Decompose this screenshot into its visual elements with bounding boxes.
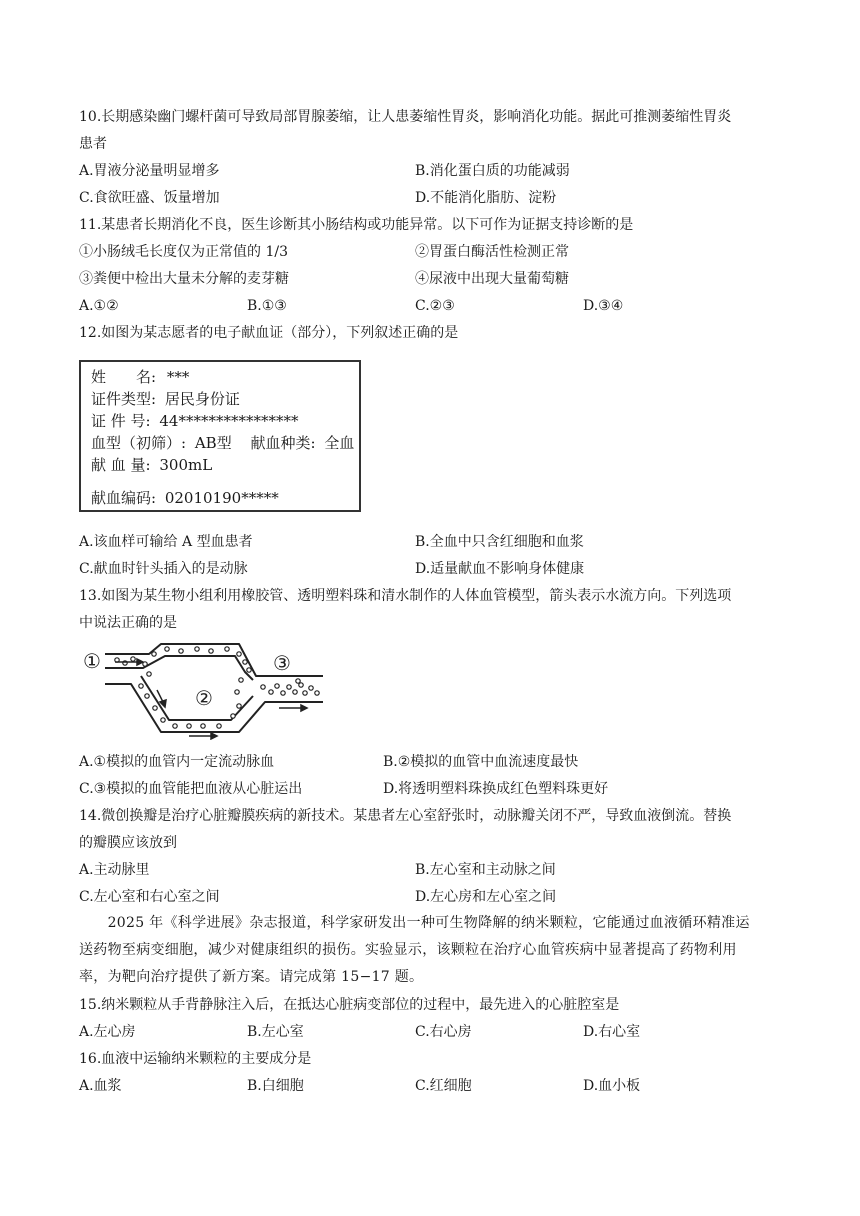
figure-label-1: ① [83, 649, 101, 673]
card-id-number-row [91, 411, 298, 431]
card-name-label: 姓 名: [91, 368, 157, 386]
q12-option-c: C.献血时针头插入的是动脉 [79, 561, 248, 577]
q14-option-c: C.左心室和右心室之间 [79, 889, 220, 905]
q10-option-c: C.食欲旺盛、饭量增加 [79, 190, 220, 206]
passage-line-2: 送药物至病变细胞，减少对健康组织的损伤。实验显示，该颗粒在治疗心血管疾病中显著提高了药物利用 [79, 942, 737, 958]
card-id-type-row [91, 389, 240, 409]
q16-option-b: B.白细胞 [247, 1078, 304, 1094]
q11-stem: 11.某患者长期消化不良，医生诊断其小肠结构或功能异常。以下可作为证据支持诊断的是 [79, 217, 634, 233]
reading-passage [79, 910, 783, 991]
q10-option-a: A.胃液分泌量明显增多 [79, 163, 220, 179]
q12-option-a: A.该血样可输给 A 型血患者 [79, 534, 253, 550]
card-id-type-label: 证件类型: [91, 390, 157, 408]
blood-donation-certificate [79, 360, 361, 512]
q13-option-d: D.将透明塑料珠换成红色塑料珠更好 [383, 781, 609, 797]
q16-stem: 16.血液中运输纳米颗粒的主要成分是 [79, 1051, 312, 1067]
q15-stem: 15.纳米颗粒从手背静脉注入后，在抵达心脏病变部位的过程中，最先进入的心脏腔室是 [79, 997, 620, 1013]
passage-line-3: 率，为靶向治疗提供了新方案。请完成第 15−17 题。 [79, 969, 424, 985]
q11-option-d: D.③④ [583, 298, 624, 314]
card-volume-label: 献 血 量: [91, 456, 151, 474]
q10-option-d: D.不能消化脂肪、淀粉 [415, 190, 557, 206]
q16-option-d: D.血小板 [583, 1078, 641, 1094]
q11-option-c: C.②③ [415, 298, 455, 314]
q11-option-a: A.①② [79, 298, 119, 314]
card-id-number-value: 44**************** [159, 412, 299, 430]
q15-option-d: D.右心室 [583, 1024, 641, 1040]
q11-item-2: ②胃蛋白酶活性检测正常 [415, 244, 569, 260]
q15-option-c: C.右心房 [415, 1024, 472, 1040]
blood-vessel-model-figure [79, 640, 349, 740]
card-id-type-value: 居民身份证 [164, 390, 240, 408]
q11-option-b: B.①③ [247, 298, 287, 314]
vessel-inner-top [105, 656, 253, 680]
card-donation-kind-label: 献血种类: [250, 434, 316, 452]
q11-item-4: ④尿液中出现大量葡萄糖 [415, 271, 569, 287]
card-code-row [91, 488, 279, 508]
q16-option-a: A.血浆 [79, 1078, 122, 1094]
card-name-row [91, 367, 189, 387]
q10-stem-line2: 患者 [79, 136, 107, 152]
card-code-label: 献血编码: [91, 489, 157, 507]
card-volume-row [91, 455, 212, 475]
q12-option-d: D.适量献血不影响身体健康 [415, 561, 585, 577]
card-code-value: 02010190***** [164, 489, 279, 507]
q14-stem-line1: 14.微创换瓣是治疗心脏瓣膜疾病的新技术。某患者左心室舒张时，动脉瓣关闭不严，导致血液倒流。替换 [79, 808, 732, 824]
card-volume-value: 300mL [159, 456, 213, 474]
q13-option-b: B.②模拟的血管中血流速度最快 [383, 754, 579, 770]
q12-stem: 12.如图为某志愿者的电子献血证（部分），下列叙述正确的是 [79, 325, 459, 341]
card-name-value: *** [166, 368, 190, 386]
card-id-number-label: 证 件 号: [91, 412, 151, 430]
q14-option-d: D.左心房和左心室之间 [415, 889, 557, 905]
card-blood-type-label: 血型（初筛）: [91, 434, 187, 452]
q13-stem-line1: 13.如图为某生物小组利用橡胶管、透明塑料珠和清水制作的人体血管模型，箭头表示水流方向。下列选项 [79, 588, 732, 604]
q13-option-a: A.①模拟的血管内一定流动脉血 [79, 754, 275, 770]
q11-item-1: ①小肠绒毛长度仅为正常值的 1/3 [79, 244, 288, 260]
q10-option-b: B.消化蛋白质的功能减弱 [415, 163, 570, 179]
q12-option-b: B.全血中只含红细胞和血浆 [415, 534, 584, 550]
q16-option-c: C.红细胞 [415, 1078, 472, 1094]
figure-label-2: ② [195, 686, 213, 710]
card-blood-type-value: AB型 [194, 434, 232, 452]
q14-option-b: B.左心室和主动脉之间 [415, 862, 556, 878]
card-blood-type-row [91, 433, 354, 453]
q15-option-a: A.左心房 [79, 1024, 136, 1040]
figure-label-3: ③ [273, 651, 291, 675]
q13-stem-line2: 中说法正确的是 [79, 615, 177, 631]
q10-stem-line1: 10.长期感染幽门螺杆菌可导致局部胃腺萎缩，让人患萎缩性胃炎，影响消化功能。据此可推测萎缩性胃炎 [79, 109, 732, 125]
passage-line-1: 2025 年《科学进展》杂志报道，科学家研发出一种可生物降解的纳米颗粒，它能通过血液循环精准运 [79, 915, 750, 931]
q14-stem-line2: 的瓣膜应该放到 [79, 835, 177, 851]
q11-item-3: ③粪便中检出大量未分解的麦芽糖 [79, 271, 289, 287]
card-donation-kind-value: 全血 [324, 434, 355, 452]
q14-option-a: A.主动脉里 [79, 862, 150, 878]
q15-option-b: B.左心室 [247, 1024, 304, 1040]
q13-option-c: C.③模拟的血管能把血液从心脏运出 [79, 781, 303, 797]
